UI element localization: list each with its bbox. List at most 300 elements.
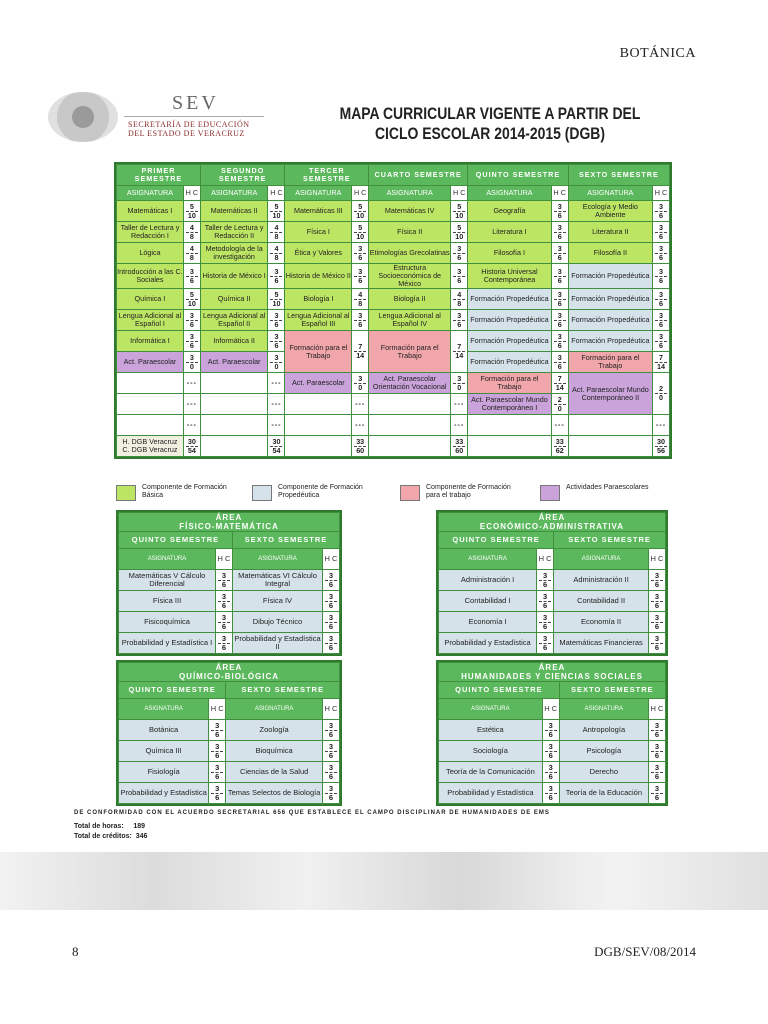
hours-value: 3 — [539, 635, 551, 644]
hours-value: 3 — [655, 224, 667, 233]
table-row — [439, 570, 665, 590]
decorative-banner — [0, 852, 768, 910]
table-row — [439, 633, 665, 653]
hours-credits-cell: --- — [268, 394, 284, 414]
hours-credits-cell — [653, 352, 669, 372]
hours-credits-cell — [543, 762, 559, 782]
credits-value: 60 — [356, 445, 365, 455]
hours-credits-cell — [209, 741, 225, 761]
credits-value: 10 — [356, 231, 365, 241]
semester-header: TERCER SEMESTRE — [285, 165, 368, 185]
logo-divider — [124, 116, 264, 117]
hours-credits-cell — [653, 373, 669, 414]
hours-credits-cell — [209, 762, 225, 782]
hours-value: 3 — [651, 743, 663, 752]
subject-cell: Matemáticas VI Cálculo Integral — [233, 570, 322, 590]
credits-value: 6 — [221, 579, 227, 589]
hours-value: 3 — [655, 333, 667, 342]
hours-credits-cell — [268, 310, 284, 330]
hc-label: H C — [209, 699, 225, 719]
credits-value: 6 — [543, 621, 548, 631]
credits-value: 6 — [457, 319, 462, 329]
credits-value: 6 — [659, 340, 663, 350]
area-humanidades — [436, 660, 668, 806]
credits-value: 6 — [543, 642, 548, 652]
hours-value: 3 — [554, 268, 566, 277]
hours-credits-cell — [184, 222, 200, 242]
table-row — [117, 310, 669, 330]
semester-header: PRIMER SEMESTRE — [117, 165, 200, 185]
subject-cell: Informática II — [201, 331, 268, 351]
hours-value: 3 — [218, 614, 230, 623]
credits-value: 56 — [657, 445, 665, 455]
subject-cell — [117, 415, 183, 435]
hours-credits-cell — [552, 373, 568, 393]
credits-value: 8 — [274, 252, 279, 262]
subject-cell — [285, 415, 351, 435]
hours-credits-cell — [209, 720, 225, 740]
semester-total — [184, 436, 200, 456]
semester-header: SEXTO SEMESTRE — [226, 682, 339, 698]
subject-cell: Informática I — [117, 331, 183, 351]
credits-value: 6 — [328, 642, 334, 652]
credits-value: 6 — [221, 642, 227, 652]
semester-header: SEXTO SEMESTRE — [233, 532, 339, 548]
area-title-1: ÁREA — [215, 663, 243, 672]
subject-cell: Ecología y Medio Ambiente — [569, 201, 652, 221]
hours-value: 33 — [356, 436, 365, 446]
hours-credits-cell: --- — [184, 394, 200, 414]
table-row — [117, 243, 669, 263]
subject-cell: Fisicoquímica — [119, 612, 215, 632]
agreement-note: DE CONFORMIDAD CON EL ACUERDO SECRETARIAL 656 QUE ESTABLECE EL CAMPO DISCIPLINAR DE HUMANIDADES DE EMS — [74, 810, 550, 816]
hours-credits-cell — [451, 331, 467, 372]
semester-header: QUINTO SEMESTRE — [119, 532, 232, 548]
subject-cell: Taller de Lectura y Redacción I — [117, 222, 183, 242]
title-line2: CICLO ESCOLAR 2014-2015 (DGB) — [374, 124, 606, 143]
hours-value: 3 — [539, 614, 551, 623]
subject-cell: Lengua Adicional al Español IV — [369, 310, 450, 330]
column-label: ASIGNATURA — [439, 699, 542, 719]
semester-header: SEXTO SEMESTRE — [554, 532, 665, 548]
hours-value: 3 — [539, 572, 551, 581]
credits-value: 6 — [548, 771, 553, 781]
hours-value: 4 — [270, 245, 282, 254]
hours-credits-cell: --- — [184, 415, 200, 435]
total-credits-value: 346 — [135, 833, 148, 840]
hours-value: 30 — [187, 436, 196, 446]
semester-header: SEGUNDO SEMESTRE — [201, 165, 285, 185]
credits-value: 0 — [659, 393, 663, 402]
hours-credits-cell — [653, 331, 669, 351]
semester-header: QUINTO SEMESTRE — [439, 682, 559, 698]
subject-cell: Lengua Adicional al Español III — [287, 311, 350, 328]
credits-value: 6 — [654, 642, 660, 652]
semester-total — [653, 436, 669, 456]
table-row — [439, 783, 665, 803]
subject-cell: Contabilidad I — [439, 591, 536, 611]
hours-credits-cell — [216, 633, 232, 653]
hours-credits-cell — [268, 201, 284, 221]
subject-cell: Probabilidad y Estadística I — [119, 633, 215, 653]
hours-credits-cell — [184, 264, 200, 288]
area-title-1: ÁREA — [215, 513, 243, 522]
hours-value: 3 — [651, 593, 663, 602]
hc-label: H C — [653, 186, 669, 200]
subject-cell — [201, 373, 268, 393]
hours-credits-cell — [649, 591, 665, 611]
column-label: ASIGNATURA — [369, 186, 450, 200]
hours-credits-cell — [552, 310, 568, 330]
hours-credits-cell: --- — [268, 415, 284, 435]
subject-cell: Matemáticas I — [117, 201, 183, 221]
credits-value: 6 — [543, 579, 548, 589]
hours-value: 3 — [354, 245, 366, 254]
hours-credits-cell — [451, 243, 467, 263]
subject-cell: Temas Selectos de Biología — [226, 783, 322, 803]
legend-label: Componente de Formación para el trabajo — [426, 484, 511, 499]
legend-label: Componente de Formación Propedéutica — [278, 484, 363, 499]
subject-cell: Zoología — [226, 720, 322, 740]
hours-credits-cell — [268, 243, 284, 263]
totals-label-cell — [285, 436, 351, 456]
credits-value: 6 — [328, 750, 334, 760]
subject-cell: Introducción a las C. Sociales — [117, 264, 183, 288]
credits-value: 6 — [548, 750, 553, 760]
hours-credits-cell — [323, 741, 339, 761]
table-row — [119, 783, 339, 803]
subject-cell: Estructura Socioeconómica de México — [369, 264, 450, 288]
area-quimico-biologica — [116, 660, 342, 806]
area-economico-administrativa — [436, 510, 668, 656]
hours-credits-cell — [552, 201, 568, 221]
credits-value: 8 — [274, 231, 279, 241]
hours-credits-cell — [209, 783, 225, 803]
subject-cell: Geografía — [468, 201, 551, 221]
hours-value: 3 — [218, 635, 230, 644]
area-title — [439, 513, 665, 531]
subject-cell: Literatura I — [468, 222, 551, 242]
hours-value: 3 — [211, 722, 223, 731]
subject-cell — [201, 394, 268, 414]
subject-cell: Formación para el Trabajo — [468, 373, 551, 393]
hours-credits-cell — [352, 310, 368, 330]
credits-value: 6 — [557, 298, 562, 308]
hours-credits-cell — [451, 373, 467, 393]
subject-cell — [569, 415, 652, 435]
column-label: ASIGNATURA — [554, 549, 648, 569]
subject-cell: Literatura II — [569, 222, 652, 242]
subject-cell: Matemáticas III — [285, 201, 351, 221]
hours-value: 3 — [325, 572, 337, 581]
page-number: 8 — [72, 944, 79, 959]
subject-cell — [285, 394, 351, 414]
hours-credits-cell: --- — [552, 415, 568, 435]
hours-credits-cell — [268, 331, 284, 351]
credits-value: 6 — [457, 252, 462, 262]
hours-credits-cell — [323, 570, 339, 590]
hc-label: H C — [352, 186, 368, 200]
hours-value: 7 — [453, 343, 465, 352]
credits-value: 6 — [659, 252, 663, 262]
credits-value: 6 — [659, 319, 663, 329]
credits-value: 14 — [555, 382, 564, 392]
credits-value: 62 — [555, 445, 564, 455]
credits-value: 6 — [659, 210, 663, 220]
hours-value: 5 — [186, 203, 198, 212]
subject-cell: Act. Paraescolar Orientación Vocacional — [369, 373, 450, 393]
subject-cell: Sociología — [439, 741, 542, 761]
hours-credits-cell — [451, 222, 467, 242]
semester-header: QUINTO SEMESTRE — [439, 532, 553, 548]
hours-value: 3 — [354, 312, 366, 321]
hours-value: 4 — [453, 291, 465, 300]
subject-cell: Formación Propedéutica — [468, 331, 551, 351]
column-label: ASIGNATURA — [226, 699, 322, 719]
logo-line2: DEL ESTADO DE VERACRUZ — [128, 129, 245, 138]
table-row — [439, 741, 665, 761]
column-label: ASIGNATURA — [285, 186, 351, 200]
hours-credits-cell — [537, 612, 553, 632]
hours-credits-cell — [352, 264, 368, 288]
hours-credits-cell — [451, 201, 467, 221]
credits-value: 6 — [328, 600, 334, 610]
credits-value: 0 — [457, 382, 462, 392]
hours-value: 3 — [539, 593, 551, 602]
hours-value: 3 — [554, 291, 566, 300]
credits-value: 6 — [457, 275, 462, 285]
credits-value: 6 — [328, 621, 334, 631]
subject-cell: Economía I — [439, 612, 536, 632]
hc-label: H C — [323, 699, 339, 719]
credits-value: 6 — [328, 729, 334, 739]
hours-value: 3 — [554, 245, 566, 254]
credits-value: 0 — [557, 403, 562, 413]
hours-credits-cell — [184, 243, 200, 263]
credits-value: 6 — [215, 750, 220, 760]
credits-value: 6 — [358, 252, 363, 262]
subject-cell: Formación para el Trabajo — [285, 331, 351, 372]
credits-value: 8 — [189, 252, 194, 262]
hours-credits-cell — [653, 289, 669, 309]
column-label: ASIGNATURA — [569, 186, 652, 200]
hours-value: 5 — [354, 203, 366, 212]
hours-value: 5 — [186, 291, 198, 300]
hours-value: 3 — [186, 268, 198, 277]
credits-value: 6 — [215, 792, 220, 802]
hours-value: 3 — [186, 354, 198, 363]
credits-value: 6 — [328, 792, 334, 802]
subject-cell: Probabilidad y Estadística — [439, 783, 542, 803]
hours-credits-cell — [537, 633, 553, 653]
total-hours-label: Total de horas: — [74, 823, 124, 830]
subject-cell: Historia de México I — [201, 264, 268, 288]
subject-cell: Biología I — [285, 289, 351, 309]
subject-cell: Historia de México II — [285, 264, 351, 288]
subject-cell: Filosofía I — [468, 243, 551, 263]
hours-value: 3 — [651, 635, 663, 644]
hours-credits-cell — [323, 762, 339, 782]
credits-value: 10 — [455, 210, 464, 220]
total-credits-label: Total de créditos: — [74, 833, 132, 840]
hours-credits-cell — [543, 720, 559, 740]
hours-value: 5 — [270, 203, 282, 212]
subject-cell: Contabilidad II — [554, 591, 648, 611]
hours-credits-cell — [653, 243, 669, 263]
area-title-2: QUÍMICO-BIOLÓGICA — [178, 672, 280, 681]
hours-credits-cell: --- — [451, 394, 467, 414]
subject-cell: Lengua Adicional al Español II — [201, 310, 268, 330]
hours-credits-cell — [323, 633, 339, 653]
credits-value: 10 — [356, 210, 365, 220]
subject-cell: Antropología — [560, 720, 648, 740]
credits-value: 6 — [654, 771, 660, 781]
subject-cell: Probabilidad y Estadística — [439, 633, 536, 653]
hours-credits-cell — [543, 783, 559, 803]
credits-value: 8 — [457, 298, 462, 308]
table-row — [119, 591, 339, 611]
credits-value: 6 — [654, 750, 660, 760]
hours-credits-cell — [537, 591, 553, 611]
subject-cell: Matemáticas V Cálculo Diferencial — [119, 570, 215, 590]
subject-cell: Economía II — [554, 612, 648, 632]
totals-label2: C. DGB Veracruz — [122, 445, 178, 454]
hours-value: 5 — [453, 203, 465, 212]
column-label: ASIGNATURA — [201, 186, 268, 200]
hours-value: 3 — [655, 203, 667, 212]
hc-label: H C — [543, 699, 559, 719]
subject-cell: Historia Universal Contemporánea — [468, 264, 551, 288]
hours-value: 3 — [354, 375, 366, 384]
subject-cell: Probabilidad y Estadística II — [234, 634, 321, 651]
credits-value: 6 — [274, 340, 279, 350]
credits-value: 6 — [654, 729, 660, 739]
subject-cell: Administración I — [439, 570, 536, 590]
area-title-2: HUMANIDADES Y CIENCIAS SOCIALES — [461, 672, 643, 681]
hours-value: 3 — [211, 743, 223, 752]
legend-swatch — [252, 485, 272, 501]
subject-cell — [117, 394, 183, 414]
hours-value: 30 — [272, 436, 281, 446]
hours-value: 3 — [554, 312, 566, 321]
hours-value: 3 — [453, 312, 465, 321]
semester-total — [552, 436, 568, 456]
subject-cell: Formación para el Trabajo — [369, 331, 450, 372]
subject-cell: Administración II — [554, 570, 648, 590]
sev-logo — [48, 92, 268, 144]
hours-value: 3 — [270, 354, 282, 363]
table-row — [117, 373, 669, 393]
hours-value: 3 — [325, 785, 337, 794]
credits-value: 10 — [455, 231, 464, 241]
hours-value: 5 — [453, 224, 465, 233]
credits-value: 6 — [548, 792, 553, 802]
credits-value: 6 — [358, 319, 363, 329]
area-title — [119, 663, 339, 681]
hours-value: 4 — [186, 245, 198, 254]
table-row — [117, 289, 669, 309]
credits-value: 6 — [557, 210, 562, 220]
logo-name: SEV — [172, 92, 219, 114]
subject-cell: Física IV — [233, 591, 322, 611]
subject-cell: Filosofía II — [569, 243, 652, 263]
credits-value: 6 — [189, 319, 194, 329]
hours-value: 5 — [354, 224, 366, 233]
subject-cell: Química III — [119, 741, 208, 761]
hours-value: 30 — [657, 436, 665, 446]
hours-value: 33 — [455, 436, 464, 446]
state-seal-icon — [48, 92, 118, 142]
page-title — [334, 104, 646, 144]
document-code: DGB/SEV/08/2014 — [594, 944, 696, 959]
subject-cell: Formación Propedéutica — [468, 289, 551, 309]
credits-value: 6 — [557, 319, 562, 329]
table-row — [119, 762, 339, 782]
credits-value: 6 — [557, 275, 562, 285]
hours-credits-cell — [552, 222, 568, 242]
hours-credits-cell — [352, 222, 368, 242]
column-label: ASIGNATURA — [117, 186, 183, 200]
credits-value: 6 — [659, 298, 663, 308]
hours-value: 3 — [651, 572, 663, 581]
credits-value: 8 — [189, 231, 194, 241]
hours-credits-cell — [216, 612, 232, 632]
hours-credits-cell — [649, 783, 665, 803]
credits-value: 6 — [654, 621, 660, 631]
column-label: ASIGNATURA — [119, 549, 215, 569]
credits-value: 60 — [455, 445, 464, 455]
title-line1: MAPA CURRICULAR VIGENTE A PARTIR DEL — [339, 104, 641, 123]
legend-label: Componente de Formación Básica — [142, 484, 227, 499]
hours-value: 5 — [270, 291, 282, 300]
credits-value: 6 — [274, 319, 279, 329]
hours-credits-cell — [352, 201, 368, 221]
hours-credits-cell — [451, 264, 467, 288]
area-fisico-matematica — [116, 510, 342, 656]
hc-label: H C — [537, 549, 553, 569]
table-row — [117, 415, 669, 435]
hours-value: 3 — [325, 722, 337, 731]
hc-label: H C — [649, 549, 665, 569]
table-row — [117, 201, 669, 221]
hours-value: 3 — [453, 375, 465, 384]
hours-credits-cell — [184, 331, 200, 351]
hours-credits-cell — [268, 222, 284, 242]
credits-value: 6 — [189, 340, 194, 350]
hours-credits-cell: --- — [352, 415, 368, 435]
hours-credits-cell — [552, 352, 568, 372]
subject-cell: Formación para el Trabajo — [569, 352, 652, 372]
hours-value: 7 — [554, 375, 566, 384]
hours-value: 3 — [655, 291, 667, 300]
hours-credits-cell — [653, 201, 669, 221]
hours-value: 2 — [655, 385, 667, 394]
area-title — [439, 663, 665, 681]
hours-value: 3 — [655, 245, 667, 254]
hours-value: 3 — [655, 312, 667, 321]
subject-cell: Lengua Adicional al Español I — [118, 311, 182, 328]
table-row — [117, 264, 669, 288]
hours-value: 3 — [186, 333, 198, 342]
hours-credits-cell — [649, 720, 665, 740]
subject-cell — [201, 415, 268, 435]
hours-credits-cell — [552, 394, 568, 414]
table-row — [119, 570, 339, 590]
column-label: ASIGNATURA — [233, 549, 322, 569]
hours-value: 3 — [651, 722, 663, 731]
hours-credits-cell — [552, 243, 568, 263]
hc-label: H C — [184, 186, 200, 200]
